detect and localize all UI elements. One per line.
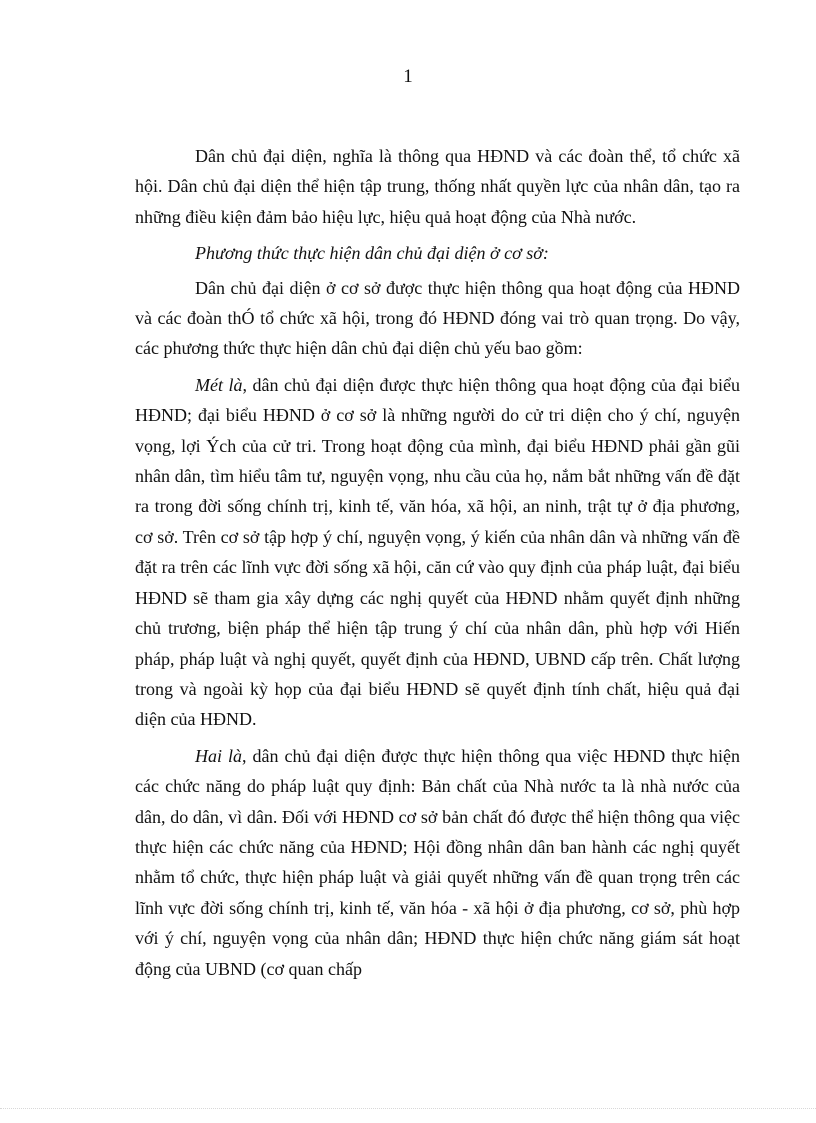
- paragraph-method-two: [135, 741, 740, 984]
- paragraph-method-one: [135, 370, 740, 735]
- document-body: [135, 141, 740, 990]
- page-number: 1: [403, 66, 413, 87]
- paragraph-body-one: , dân chủ đại diện được thực hiện thông qua hoạt động của đại biểu HĐND; đại biểu HĐND ở cơ sở là những người do cử tri diện cho ý chí, nguyện vọng, lợi Ých của cử tri. Trong hoạt động của mình, đại biểu HĐND phải gần gũi nhân dân, tìm hiểu tâm tư, nguyện vọng, nhu cầu của họ, nắm bắt những vấn đề đặt ra trong đời sống chính trị, kinh tế, văn hóa, xã hội, an ninh, trật tự ở địa phương, cơ sở. Trên cơ sở tập hợp ý chí, nguyện vọng, ý kiến của nhân dân và những vấn đề đặt ra trên các lĩnh vực đời sống xã hội, căn cứ vào quy định của pháp luật, đại biểu HĐND sẽ tham gia xây dựng các nghị quyết của HĐND nhằm quyết định những chủ trương, biện pháp thể hiện tập trung ý chí của nhân dân, phù hợp với Hiến pháp, pháp luật và nghị quyết, quyết định của HĐND, UBND cấp trên. Chất lượng trong và ngoài kỳ họp của đại biểu HĐND sẽ quyết định tính chất, hiệu quả đại diện của HĐND.: [135, 374, 740, 730]
- paragraph-lead-two: Hai là: [195, 745, 242, 766]
- page-bottom-divider: [0, 1108, 816, 1109]
- paragraph-intro-methods: Dân chủ đại diện ở cơ sở được thực hiện thông qua hoạt động của HĐND và các đoàn thÓ tổ chức xã hội, trong đó HĐND đóng vai trò quan trọng. Do vậy, các phương thức thực hiện dân chủ đại diện chủ yếu bao gồm:: [135, 277, 740, 359]
- section-heading-methods: Phương thức thực hiện dân chủ đại diện ở cơ sở:: [195, 243, 549, 264]
- paragraph-body-two: , dân chủ đại diện được thực hiện thông qua việc HĐND thực hiện các chức năng do pháp luật quy định: Bản chất của Nhà nước ta là nhà nước của dân, do dân, vì dân. Đối với HĐND cơ sở bản chất đó được thể hiện thông qua việc thực hiện các chức năng của HĐND; Hội đồng nhân dân ban hành các nghị quyết nhằm tổ chức, thực hiện pháp luật và giải quyết những vấn đề quan trọng trên các lĩnh vực đời sống chính trị, kinh tế, văn hóa - xã hội ở địa phương, cơ sở, phù hợp với ý chí, nguyện vọng của nhân dân; HĐND thực hiện chức năng giám sát hoạt động của UBND (cơ quan chấp: [135, 745, 740, 979]
- paragraph-representative-democracy: Dân chủ đại diện, nghĩa là thông qua HĐND và các đoàn thể, tổ chức xã hội. Dân chủ đại diện thể hiện tập trung, thống nhất quyền lực của nhân dân, tạo ra những điều kiện đảm bảo hiệu lực, hiệu quả hoạt động của Nhà nước.: [135, 146, 740, 227]
- paragraph-lead-one: Mét là: [195, 374, 243, 395]
